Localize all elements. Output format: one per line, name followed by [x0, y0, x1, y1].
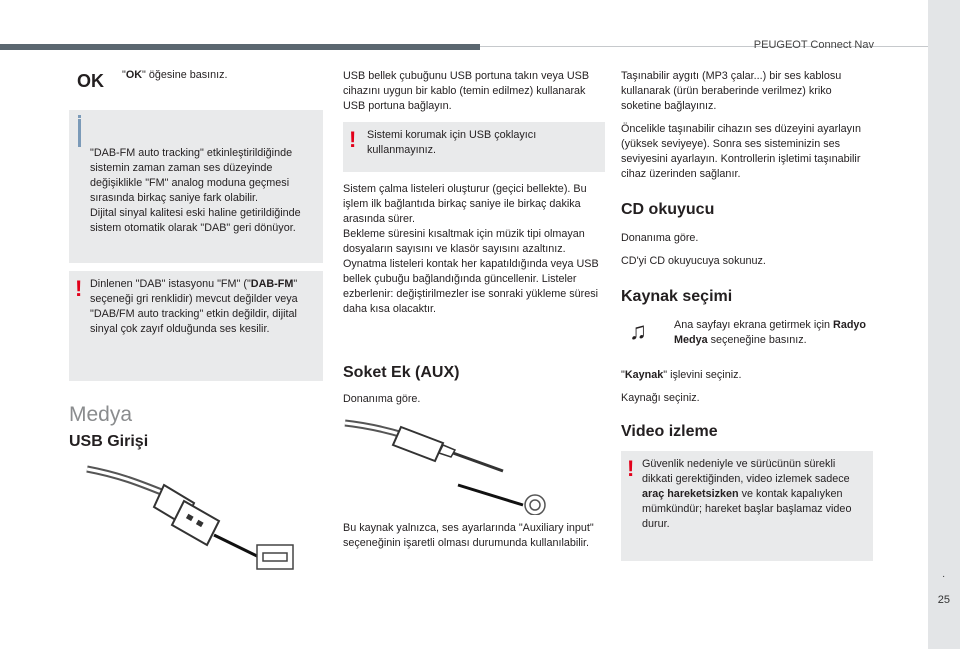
warning-box-text: Sistemi korumak için USB çoklayıcı kullanmayınız.: [367, 129, 537, 156]
section-title-cd: CD okuyucu: [621, 201, 715, 218]
warning-icon: !: [75, 276, 83, 301]
cd-equipment-text: Donanıma göre.: [621, 232, 699, 244]
ok-instruction: [69, 66, 323, 106]
source-instruction-text: Ana sayfayı ekrana getirmek için Radyo Medya seçeneğine basınız.: [674, 319, 867, 346]
warning-box-text: Dinlenen "DAB" istasyonu "FM" ("DAB-FM" seçeneği gri renklidir) mevcut değilder veya "DAB/FM auto tracking" etkin değildir, dijital sinyal çok zayıf olduğunda ses kesilir.: [90, 278, 298, 335]
warning-icon: !: [349, 127, 357, 152]
section-title-source: Kaynak seçimi: [621, 288, 733, 305]
portable-device-text: Taşınabilir aygıtı (MP3 çalar...) bir ses kablosu kullanarak (ürün beraberinde verilmez) kriko soketine bağlayınız.: [621, 70, 842, 112]
info-box-text: "DAB-FM auto tracking" etkinleştirildiğinde sistemin zaman zaman ses düzeyinde değişiklikle "FM" analog moduna geçmesi sırasında birkaç saniye fark olabilir. Dijital sinyal kalitesi eski haline getirildiğinde sistem otomatik olarak "DAB" geri dönüyor.: [90, 147, 301, 234]
cd-insert-text: CD'yi CD okuyucuya sokunuz.: [621, 255, 766, 267]
column-1: [69, 66, 323, 575]
playlist-text: Sistem çalma listeleri oluşturur (geçici bellekte). Bu işlem ilk bağlantıda birkaç saniye ile birkaç dakika arasında sürer. Bekleme süresini kısaltmak için müzik tipi olmayan dosyaların sayısını ve klasör sayısını azaltınız. Oynatma listeleri kontak her kapatıldığında veya USB bellek çubuğu bağlandığında güncellenir. Listeler ezberlenir: değiştirilmezler ise sonraki yükleme süresi daha kısa olacaktır.: [343, 183, 599, 315]
aux-jack-illustration: [343, 415, 605, 515]
usb-instruction-text: USB bellek çubuğunu USB portuna takın veya USB cihazını uygun bir kablo (temin edilmez) kullanarak USB portuna bağlayın.: [343, 70, 590, 112]
warning-box-dab: [69, 271, 323, 381]
warning-box-video: [621, 451, 873, 561]
warning-box-text: Güvenlik nedeniyle ve sürücünün sürekli dikkati gerektiğinden, video izlemek sadece araç hareketsizken ve kontak kapalıyken mümkündür; hareket başlar başlamaz video durur.: [642, 458, 852, 530]
source-instruction: [621, 318, 873, 358]
section-title-aux: Soket Ek (AUX): [343, 364, 460, 381]
page-side-strip: [928, 0, 960, 649]
ok-icon: OK: [77, 71, 104, 91]
section-title-video: Video izleme: [621, 423, 718, 440]
music-note-icon: ♫: [629, 318, 647, 345]
source-function-text: "Kaynak" işlevini seçiniz.: [621, 369, 742, 381]
aux-equipment-text: Donanıma göre.: [343, 393, 421, 405]
info-box-dab-fm: [69, 110, 323, 263]
info-icon: [78, 119, 81, 147]
volume-text: Öncelikle taşınabilir cihazın ses düzeyini ayarlayın (yüksek seviyeye). Sonra ses sisteminizin ses seviyesini ayarlayın. Kontrollerin işletimi taşınabilir cihaz üzerinden sağlanır.: [621, 123, 862, 180]
aux-availability-text: Bu kaynak yalnızca, ses ayarlarında "Auxiliary input" seçeneğinin işaretli olması durumunda kullanılabilir.: [343, 522, 594, 549]
warning-icon: !: [627, 456, 635, 481]
subsection-title-usb: USB Girişi: [69, 433, 149, 450]
continuation-mark: .: [942, 569, 945, 580]
section-title-medya: Medya: [69, 403, 133, 426]
ok-instruction-text: "OK" öğesine basınız.: [122, 69, 228, 81]
usb-plug-illustration: [69, 465, 323, 575]
warning-box-usb-hub: [343, 122, 605, 172]
page-header-title: PEUGEOT Connect Nav: [753, 39, 874, 51]
column-3: [621, 69, 873, 561]
header-bar: [0, 44, 480, 50]
source-select-text: Kaynağı seçiniz.: [621, 392, 700, 404]
column-2: [343, 69, 605, 559]
page-number: 25: [937, 594, 950, 606]
